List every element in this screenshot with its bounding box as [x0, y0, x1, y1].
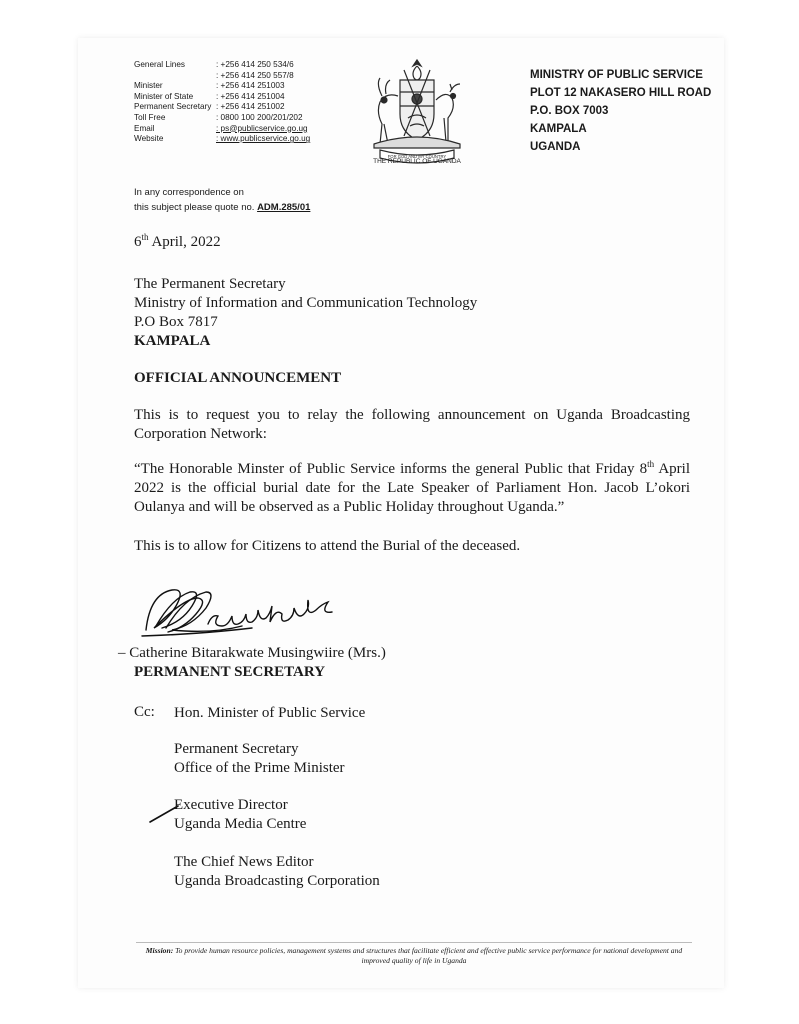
- reference-line-2: this subject please quote no. ADM.285/01: [134, 202, 311, 213]
- recipient-line: Ministry of Information and Communication Technology: [134, 295, 478, 311]
- recipient-line: The Permanent Secretary: [134, 276, 286, 292]
- address-line: MINISTRY OF PUBLIC SERVICE: [530, 69, 703, 81]
- address-line: KAMPALA: [530, 123, 587, 135]
- crest-motto: FOR GOD AND MY COUNTRY: [387, 154, 447, 159]
- contact-value: : 0800 100 200/201/202: [216, 112, 303, 122]
- contact-label: Minister of State: [134, 91, 194, 101]
- mission-label: Mission:: [145, 946, 174, 955]
- contact-value: : +256 414 250 534/6: [216, 60, 294, 69]
- ministry-address: [530, 66, 711, 156]
- footer-divider: [136, 942, 692, 943]
- contact-value: : +256 414 250 557/8: [216, 70, 294, 80]
- website-link[interactable]: : www.publicservice.go.ug: [216, 134, 311, 144]
- contact-row-general-lines: [134, 60, 310, 71]
- body-paragraph-1: This is to request you to relay the following announcement on Uganda Broadcasting Corporation Network:: [134, 407, 690, 442]
- cc-recipient: Hon. Minister of Public Service: [174, 705, 366, 721]
- contact-row-minister-of-state: [134, 92, 310, 103]
- body-paragraph-3: This is to allow for Citizens to attend the Burial of the deceased.: [134, 538, 521, 554]
- cc-recipient: Executive Director Uganda Media Centre: [174, 797, 307, 832]
- contact-row-permanent-secretary: [134, 102, 310, 113]
- email-link[interactable]: : ps@publicservice.go.ug: [216, 123, 308, 133]
- letter-heading: OFFICIAL ANNOUNCEMENT: [134, 370, 342, 386]
- crest-caption: THE REPUBLIC OF UGANDA: [373, 158, 461, 165]
- signatory-block: [118, 644, 386, 682]
- contact-row-minister: [134, 81, 310, 92]
- contact-row-website: [134, 134, 310, 145]
- reference-number: ADM.285/01: [257, 202, 311, 213]
- contact-label: General Lines: [134, 60, 185, 69]
- signatory-dash: –: [118, 645, 130, 661]
- contact-row-email: [134, 124, 310, 135]
- contact-details: [134, 60, 310, 145]
- contact-row-toll-free: [134, 113, 310, 124]
- address-line: UGANDA: [530, 141, 581, 153]
- reference-note: [134, 185, 310, 215]
- handwritten-signature: [136, 580, 376, 648]
- contact-row-general-lines-2: [134, 71, 310, 82]
- mission-text: To provide human resource policies, management systems and structures that facilitate efficient and effective public service performance for national development and improved quality of life in Uganda: [175, 946, 683, 965]
- signatory-name: Catherine Bitarakwate Musingwiire (Mrs.): [129, 645, 386, 661]
- signatory-title: PERMANENT SECRETARY: [134, 664, 326, 680]
- contact-value: : +256 414 251004: [216, 91, 285, 101]
- recipient-address: [134, 275, 477, 351]
- address-line: PLOT 12 NAKASERO HILL ROAD: [530, 87, 712, 99]
- cc-recipient: Permanent Secretary Office of the Prime Minister: [174, 741, 345, 776]
- contact-label: Minister: [134, 81, 163, 91]
- contact-label: Toll Free: [134, 112, 166, 122]
- contact-label: Email: [134, 123, 155, 133]
- cc-recipient: The Chief News Editor Uganda Broadcasting Corporation: [174, 854, 380, 889]
- recipient-line: P.O Box 7817: [134, 314, 218, 330]
- mission-statement: [136, 946, 692, 966]
- address-line: P.O. BOX 7003: [530, 105, 609, 117]
- contact-value: : +256 414 251002: [216, 102, 285, 112]
- contact-label: Website: [134, 134, 164, 144]
- contact-label: Permanent Secretary: [134, 102, 212, 112]
- reference-line-1: In any correspondence on: [134, 187, 244, 198]
- coat-of-arms-icon: [358, 56, 476, 168]
- contact-value: : +256 414 251003: [216, 81, 285, 91]
- announcement-paragraph: “The Honorable Minster of Public Service informs the general Public that Friday 8th April 2022 is the official burial date for the Late Speaker of Parliament Hon. Jacob L’okori Oulanya and will be observed as a Public Holiday throughout Uganda.”: [134, 459, 691, 515]
- recipient-city: KAMPALA: [134, 333, 211, 349]
- cc-label: Cc:: [134, 704, 155, 720]
- letter-date: 6th April, 2022: [134, 232, 221, 250]
